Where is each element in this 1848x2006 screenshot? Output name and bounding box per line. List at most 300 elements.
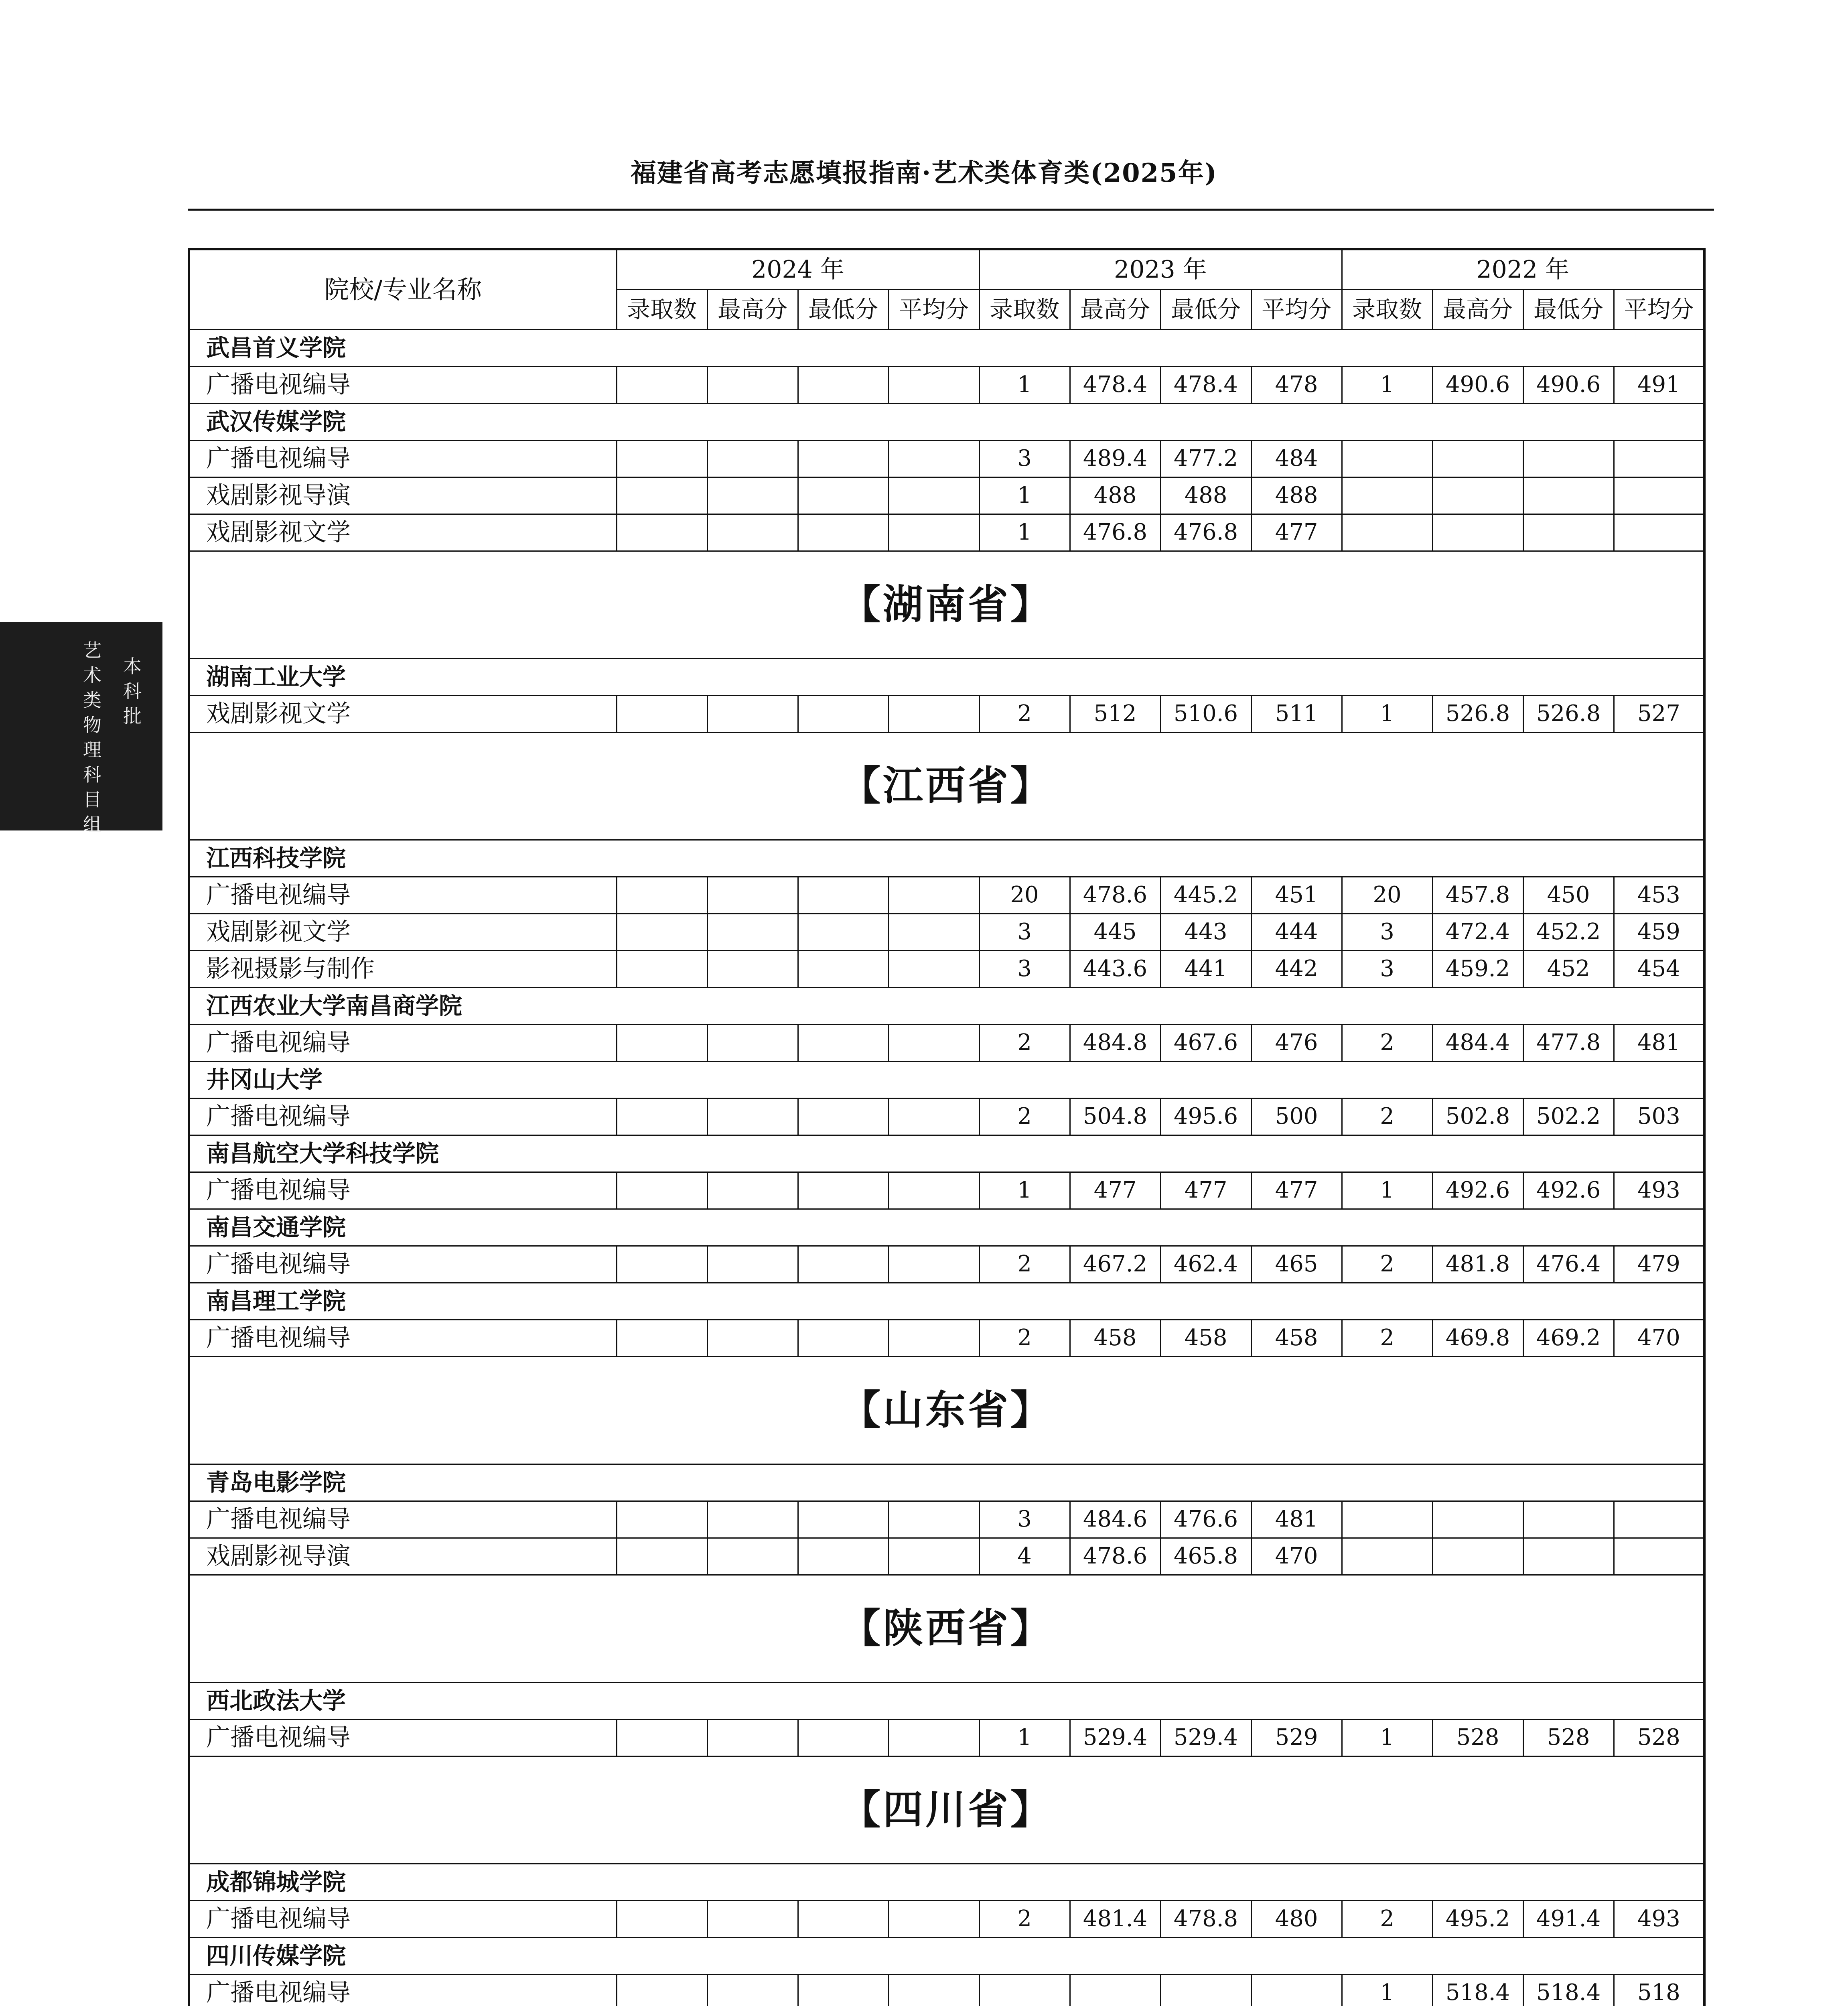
- school-name: 南昌航空大学科技学院: [189, 1135, 1704, 1172]
- score-cell: 484.4: [1432, 1024, 1523, 1061]
- score-cell: 1: [1342, 1172, 1432, 1209]
- score-cell: 500: [1251, 1098, 1342, 1135]
- score-cell: 442: [1251, 950, 1342, 987]
- major-row: [189, 1098, 1704, 1135]
- score-cell: [707, 914, 798, 950]
- province-row: [189, 551, 1704, 658]
- score-cell: [617, 1172, 707, 1209]
- score-cell: 488: [1070, 477, 1160, 514]
- score-cell: [707, 440, 798, 477]
- year-header-2023: 2023 年: [979, 249, 1342, 289]
- score-cell: 518: [1614, 1974, 1704, 2006]
- score-cell: 454: [1614, 950, 1704, 987]
- score-cell: [798, 950, 889, 987]
- score-cell: [1614, 1501, 1704, 1538]
- score-cell: 445.2: [1160, 877, 1251, 914]
- score-cell: 458: [1160, 1320, 1251, 1356]
- score-cell: 444: [1251, 914, 1342, 950]
- score-cell: [617, 440, 707, 477]
- major-name: 戏剧影视文学: [189, 914, 617, 950]
- score-cell: 1: [1342, 1719, 1432, 1756]
- side-tab-batch-label: 本 科 批: [123, 656, 142, 727]
- score-cell: 3: [979, 950, 1070, 987]
- major-row: [189, 695, 1704, 732]
- score-cell: 2: [979, 1246, 1070, 1283]
- school-row: [189, 658, 1704, 695]
- score-cell: [617, 1098, 707, 1135]
- score-cell: [798, 914, 889, 950]
- school-name: 井冈山大学: [189, 1061, 1704, 1098]
- score-cell: 488: [1251, 477, 1342, 514]
- score-cell: [889, 440, 979, 477]
- stat-header-cell: 最低分: [798, 289, 889, 329]
- school-name: 武昌首义学院: [189, 329, 1704, 366]
- score-cell: 511: [1251, 695, 1342, 732]
- score-cell: [1523, 1501, 1614, 1538]
- score-cell: 459: [1614, 914, 1704, 950]
- major-row: [189, 1501, 1704, 1538]
- score-cell: [707, 1246, 798, 1283]
- score-cell: [889, 1098, 979, 1135]
- score-cell: 470: [1251, 1538, 1342, 1575]
- score-cell: [798, 1501, 889, 1538]
- score-cell: [889, 1320, 979, 1356]
- major-row: [189, 1974, 1704, 2006]
- score-cell: 529: [1251, 1719, 1342, 1756]
- score-cell: 2: [1342, 1098, 1432, 1135]
- school-major-name-header: 院校/专业名称: [189, 249, 617, 329]
- major-name: 广播电视编导: [189, 1024, 617, 1061]
- score-cell: 1: [1342, 695, 1432, 732]
- major-name: 广播电视编导: [189, 440, 617, 477]
- score-cell: [889, 1024, 979, 1061]
- score-cell: 2: [979, 1024, 1070, 1061]
- score-cell: 451: [1251, 877, 1342, 914]
- score-cell: [798, 1900, 889, 1937]
- score-cell: [707, 695, 798, 732]
- score-cell: 465.8: [1160, 1538, 1251, 1575]
- score-cell: [1342, 514, 1432, 551]
- province-title: 【陕西省】: [189, 1575, 1704, 1682]
- score-cell: [798, 1320, 889, 1356]
- score-cell: 477: [1251, 514, 1342, 551]
- score-cell: [707, 1320, 798, 1356]
- score-cell: [1432, 440, 1523, 477]
- score-cell: [1342, 1501, 1432, 1538]
- score-cell: 1: [979, 514, 1070, 551]
- section-side-tab: [0, 622, 162, 835]
- province-title: 【江西省】: [189, 732, 1704, 840]
- school-row: [189, 1061, 1704, 1098]
- score-cell: 452.2: [1523, 914, 1614, 950]
- score-cell: [889, 914, 979, 950]
- score-cell: 481: [1251, 1501, 1342, 1538]
- score-cell: [798, 1172, 889, 1209]
- major-name: 广播电视编导: [189, 1320, 617, 1356]
- year-header-2024: 2024 年: [617, 249, 979, 289]
- score-cell: [707, 877, 798, 914]
- score-cell: [617, 695, 707, 732]
- major-name: 广播电视编导: [189, 1974, 617, 2006]
- score-cell: 467.6: [1160, 1024, 1251, 1061]
- province-title: 【四川省】: [189, 1756, 1704, 1864]
- score-cell: [1614, 440, 1704, 477]
- score-cell: [617, 1320, 707, 1356]
- score-cell: 481.8: [1432, 1246, 1523, 1283]
- score-cell: [707, 366, 798, 403]
- score-cell: 502.2: [1523, 1098, 1614, 1135]
- score-cell: [617, 950, 707, 987]
- score-cell: 458: [1251, 1320, 1342, 1356]
- score-cell: 3: [979, 914, 1070, 950]
- score-cell: 445: [1070, 914, 1160, 950]
- school-row: [189, 987, 1704, 1024]
- school-name: 湖南工业大学: [189, 658, 1704, 695]
- score-cell: 529.4: [1070, 1719, 1160, 1756]
- score-cell: 2: [1342, 1024, 1432, 1061]
- score-cell: [798, 1024, 889, 1061]
- score-cell: [707, 950, 798, 987]
- score-cell: 502.8: [1432, 1098, 1523, 1135]
- school-row: [189, 840, 1704, 877]
- score-cell: [707, 1172, 798, 1209]
- score-cell: 453: [1614, 877, 1704, 914]
- score-cell: [1342, 440, 1432, 477]
- score-cell: [1523, 477, 1614, 514]
- score-cell: [979, 1974, 1070, 2006]
- score-cell: [1614, 1538, 1704, 1575]
- score-cell: [1523, 1538, 1614, 1575]
- school-name: 南昌理工学院: [189, 1283, 1704, 1320]
- score-cell: 2: [979, 1900, 1070, 1937]
- score-cell: [798, 1246, 889, 1283]
- stat-header-cell: 最高分: [1070, 289, 1160, 329]
- score-cell: [617, 366, 707, 403]
- score-cell: 476.8: [1070, 514, 1160, 551]
- score-cell: [889, 366, 979, 403]
- header-divider: [188, 209, 1714, 211]
- score-cell: 20: [979, 877, 1070, 914]
- stat-header-cell: 最高分: [1432, 289, 1523, 329]
- score-cell: 527: [1614, 695, 1704, 732]
- score-cell: 478.4: [1070, 366, 1160, 403]
- score-cell: [1523, 514, 1614, 551]
- major-name: 戏剧影视文学: [189, 695, 617, 732]
- score-cell: [798, 1098, 889, 1135]
- score-cell: 2: [1342, 1246, 1432, 1283]
- score-cell: 476.8: [1160, 514, 1251, 551]
- score-cell: [889, 695, 979, 732]
- score-cell: [707, 1501, 798, 1538]
- score-cell: 493: [1614, 1172, 1704, 1209]
- score-cell: 443.6: [1070, 950, 1160, 987]
- score-cell: 481: [1614, 1024, 1704, 1061]
- major-row: [189, 914, 1704, 950]
- score-cell: [707, 1900, 798, 1937]
- score-cell: 528: [1614, 1719, 1704, 1756]
- score-cell: 492.6: [1523, 1172, 1614, 1209]
- school-name: 四川传媒学院: [189, 1937, 1704, 1974]
- score-cell: [889, 477, 979, 514]
- score-cell: 490.6: [1523, 366, 1614, 403]
- province-row: [189, 1756, 1704, 1864]
- score-cell: 476.4: [1523, 1246, 1614, 1283]
- score-cell: 1: [979, 477, 1070, 514]
- score-cell: 457.8: [1432, 877, 1523, 914]
- major-name: 广播电视编导: [189, 1172, 617, 1209]
- score-cell: [707, 1974, 798, 2006]
- score-cell: 477.8: [1523, 1024, 1614, 1061]
- admission-score-table: [188, 248, 1706, 2006]
- score-cell: [798, 440, 889, 477]
- score-cell: 458: [1070, 1320, 1160, 1356]
- score-cell: 462.4: [1160, 1246, 1251, 1283]
- score-cell: 478.6: [1070, 877, 1160, 914]
- score-cell: 2: [979, 695, 1070, 732]
- score-cell: 1: [979, 366, 1070, 403]
- score-cell: [798, 877, 889, 914]
- school-row: [189, 1937, 1704, 1974]
- score-cell: 478.6: [1070, 1538, 1160, 1575]
- score-cell: [617, 877, 707, 914]
- school-name: 江西科技学院: [189, 840, 1704, 877]
- school-name: 西北政法大学: [189, 1682, 1704, 1719]
- score-cell: [889, 1246, 979, 1283]
- score-cell: 518.4: [1523, 1974, 1614, 2006]
- score-cell: [617, 1719, 707, 1756]
- stat-header-cell: 最高分: [707, 289, 798, 329]
- score-cell: 477.2: [1160, 440, 1251, 477]
- major-name: 广播电视编导: [189, 1098, 617, 1135]
- score-cell: [1160, 1974, 1251, 2006]
- score-cell: [798, 366, 889, 403]
- score-cell: [889, 1501, 979, 1538]
- score-cell: 2: [1342, 1320, 1432, 1356]
- score-cell: [617, 1246, 707, 1283]
- side-tab-category-label: 艺 术 类 物 理 科 目 组: [83, 640, 101, 835]
- province-title: 【湖南省】: [189, 551, 1704, 658]
- score-cell: [1070, 1974, 1160, 2006]
- major-name: 广播电视编导: [189, 366, 617, 403]
- score-cell: [889, 1719, 979, 1756]
- province-title: 【山东省】: [189, 1356, 1704, 1464]
- score-cell: 512: [1070, 695, 1160, 732]
- table-body: [189, 329, 1704, 2006]
- school-row: [189, 1283, 1704, 1320]
- school-row: [189, 1209, 1704, 1246]
- score-cell: 484.8: [1070, 1024, 1160, 1061]
- score-cell: [617, 1024, 707, 1061]
- score-cell: 452: [1523, 950, 1614, 987]
- score-cell: 443: [1160, 914, 1251, 950]
- score-cell: 2: [979, 1320, 1070, 1356]
- score-cell: [1432, 1538, 1523, 1575]
- score-cell: [707, 1719, 798, 1756]
- major-name: 戏剧影视导演: [189, 477, 617, 514]
- stat-header-cell: 录取数: [979, 289, 1070, 329]
- score-cell: [889, 1974, 979, 2006]
- stat-header-cell: 录取数: [1342, 289, 1432, 329]
- score-cell: [1432, 1501, 1523, 1538]
- score-cell: 3: [979, 440, 1070, 477]
- score-cell: 493: [1614, 1900, 1704, 1937]
- score-cell: 488: [1160, 477, 1251, 514]
- score-cell: [889, 950, 979, 987]
- school-name: 成都锦城学院: [189, 1864, 1704, 1900]
- major-name: 戏剧影视导演: [189, 1538, 617, 1575]
- score-cell: 489.4: [1070, 440, 1160, 477]
- major-name: 广播电视编导: [189, 1900, 617, 1937]
- major-row: [189, 1024, 1704, 1061]
- score-cell: [617, 1974, 707, 2006]
- year-header-2022: 2022 年: [1342, 249, 1704, 289]
- score-cell: [798, 477, 889, 514]
- score-cell: 495.6: [1160, 1098, 1251, 1135]
- score-cell: 476.6: [1160, 1501, 1251, 1538]
- score-cell: 528: [1432, 1719, 1523, 1756]
- school-row: [189, 329, 1704, 366]
- score-cell: 518.4: [1432, 1974, 1523, 2006]
- score-cell: 1: [1342, 366, 1432, 403]
- stat-header-cell: 平均分: [889, 289, 979, 329]
- major-row: [189, 477, 1704, 514]
- score-cell: 526.8: [1432, 695, 1523, 732]
- score-cell: 492.6: [1432, 1172, 1523, 1209]
- score-cell: 450: [1523, 877, 1614, 914]
- score-cell: 459.2: [1432, 950, 1523, 987]
- score-cell: 3: [979, 1501, 1070, 1538]
- school-name: 江西农业大学南昌商学院: [189, 987, 1704, 1024]
- score-cell: 1: [979, 1719, 1070, 1756]
- score-cell: 477: [1160, 1172, 1251, 1209]
- score-cell: [617, 914, 707, 950]
- score-cell: [889, 1172, 979, 1209]
- school-name: 青岛电影学院: [189, 1464, 1704, 1501]
- major-name: 广播电视编导: [189, 1719, 617, 1756]
- score-cell: 441: [1160, 950, 1251, 987]
- score-cell: [1614, 477, 1704, 514]
- score-cell: [798, 695, 889, 732]
- stat-header-cell: 平均分: [1251, 289, 1342, 329]
- score-cell: 495.2: [1432, 1900, 1523, 1937]
- score-cell: [1342, 1538, 1432, 1575]
- score-cell: 3: [1342, 950, 1432, 987]
- stat-header-cell: 最低分: [1160, 289, 1251, 329]
- score-cell: [707, 514, 798, 551]
- score-cell: 478: [1251, 366, 1342, 403]
- score-cell: [1342, 477, 1432, 514]
- major-row: [189, 514, 1704, 551]
- score-cell: [889, 1900, 979, 1937]
- score-cell: 20: [1342, 877, 1432, 914]
- major-row: [189, 950, 1704, 987]
- stat-header-cell: 录取数: [617, 289, 707, 329]
- score-cell: 504.8: [1070, 1098, 1160, 1135]
- score-cell: 528: [1523, 1719, 1614, 1756]
- major-name: 广播电视编导: [189, 1246, 617, 1283]
- score-cell: 478.8: [1160, 1900, 1251, 1937]
- score-cell: 2: [1342, 1900, 1432, 1937]
- score-cell: 510.6: [1160, 695, 1251, 732]
- score-cell: 484.6: [1070, 1501, 1160, 1538]
- score-cell: [798, 1719, 889, 1756]
- score-cell: 490.6: [1432, 366, 1523, 403]
- page-header-title: 福建省高考志愿填报指南·艺术类体育类(2025年): [631, 158, 1217, 188]
- score-cell: 2: [979, 1098, 1070, 1135]
- score-cell: 469.2: [1523, 1320, 1614, 1356]
- score-cell: [1523, 440, 1614, 477]
- major-name: 影视摄影与制作: [189, 950, 617, 987]
- score-cell: [889, 877, 979, 914]
- score-cell: [707, 1538, 798, 1575]
- score-cell: [798, 514, 889, 551]
- stat-header-cell: 最低分: [1523, 289, 1614, 329]
- province-row: [189, 1356, 1704, 1464]
- score-cell: 478.4: [1160, 366, 1251, 403]
- score-cell: [617, 1501, 707, 1538]
- score-cell: [889, 1538, 979, 1575]
- score-cell: 470: [1614, 1320, 1704, 1356]
- score-cell: [1614, 514, 1704, 551]
- major-name: 广播电视编导: [189, 877, 617, 914]
- stat-header-cell: 平均分: [1614, 289, 1704, 329]
- school-name: 南昌交通学院: [189, 1209, 1704, 1246]
- major-row: [189, 877, 1704, 914]
- score-cell: 491: [1614, 366, 1704, 403]
- major-row: [189, 1719, 1704, 1756]
- score-cell: 503: [1614, 1098, 1704, 1135]
- major-row: [189, 1320, 1704, 1356]
- score-cell: 1: [979, 1172, 1070, 1209]
- major-name: 广播电视编导: [189, 1501, 617, 1538]
- school-row: [189, 403, 1704, 440]
- score-cell: 4: [979, 1538, 1070, 1575]
- major-row: [189, 1172, 1704, 1209]
- score-cell: 476: [1251, 1024, 1342, 1061]
- major-name: 戏剧影视文学: [189, 514, 617, 551]
- score-cell: 484: [1251, 440, 1342, 477]
- school-row: [189, 1864, 1704, 1900]
- score-cell: 3: [1342, 914, 1432, 950]
- score-cell: [798, 1538, 889, 1575]
- school-row: [189, 1135, 1704, 1172]
- score-cell: 526.8: [1523, 695, 1614, 732]
- major-row: [189, 1246, 1704, 1283]
- score-cell: [1432, 477, 1523, 514]
- score-cell: 481.4: [1070, 1900, 1160, 1937]
- score-cell: 479: [1614, 1246, 1704, 1283]
- score-cell: 477: [1251, 1172, 1342, 1209]
- province-row: [189, 732, 1704, 840]
- major-row: [189, 440, 1704, 477]
- score-cell: 465: [1251, 1246, 1342, 1283]
- province-row: [189, 1575, 1704, 1682]
- major-row: [189, 1900, 1704, 1937]
- score-cell: [1251, 1974, 1342, 2006]
- score-cell: 1: [1342, 1974, 1432, 2006]
- school-name: 武汉传媒学院: [189, 403, 1704, 440]
- score-cell: [1432, 514, 1523, 551]
- school-row: [189, 1682, 1704, 1719]
- score-cell: 467.2: [1070, 1246, 1160, 1283]
- score-cell: [617, 514, 707, 551]
- major-row: [189, 366, 1704, 403]
- score-cell: [707, 1098, 798, 1135]
- score-cell: 472.4: [1432, 914, 1523, 950]
- score-cell: [798, 1974, 889, 2006]
- score-cell: 529.4: [1160, 1719, 1251, 1756]
- year-header-row: [189, 249, 1704, 289]
